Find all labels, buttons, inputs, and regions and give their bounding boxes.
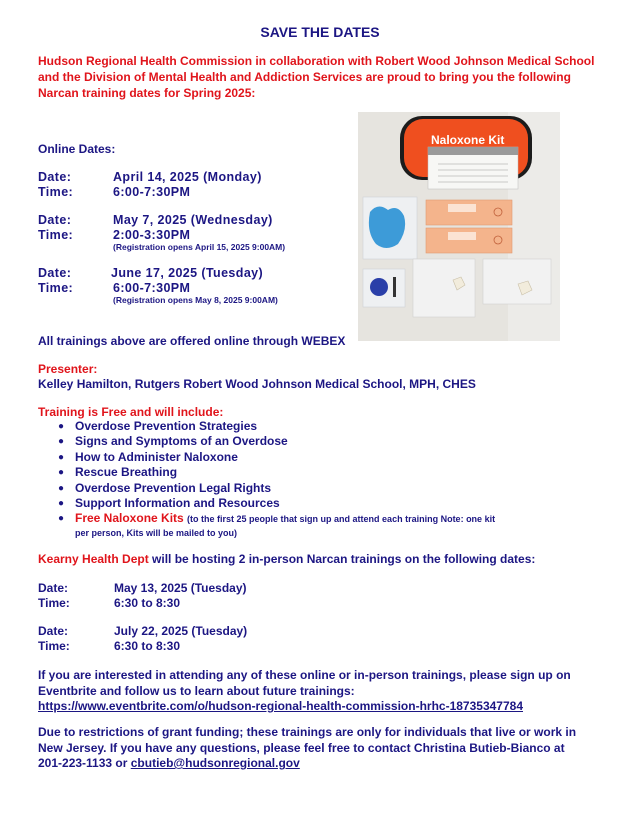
time-value: 6:00-7:30PM (113, 185, 191, 199)
date-value: May 7, 2025 (Wednesday) (113, 213, 273, 227)
naloxone-kit-illustration (358, 112, 560, 341)
time-value: 6:00-7:30PM (113, 281, 191, 295)
registration-note: (Registration opens April 15, 2025 9:00AM) (113, 242, 286, 252)
training-topics-list (58, 419, 495, 540)
date-value: April 14, 2025 (Monday) (113, 170, 262, 184)
list-item: ● How to Administer Naloxone (58, 449, 238, 464)
date-label: Date: (38, 624, 69, 638)
bullet-icon: ● (58, 482, 65, 494)
date-value: July 22, 2025 (Tuesday) (114, 624, 248, 638)
list-item: ● Overdose Prevention Legal Rights (58, 480, 272, 495)
training-heading: Training is Free and will include: (38, 405, 224, 419)
email-link[interactable]: cbutieb@hudsonregional.gov (130, 756, 300, 770)
host-name: Kearny Health Dept (38, 552, 149, 566)
bullet-icon: ● (58, 451, 65, 463)
registration-note: (Registration opens May 8, 2025 9:00AM) (113, 295, 278, 305)
time-value: 2:00-3:30PM (113, 228, 191, 242)
eventbrite-link[interactable]: https://www.eventbrite.com/o/hudson-regional-health-commission-hrhc-18735347784 (38, 699, 523, 713)
free-kits-label: Free Naloxone Kits (75, 511, 184, 526)
intro-paragraph: Hudson Regional Health Commission in collaboration with Robert Wood Johnson Medical School and the Division of Mental Health and Addiction Services are proud to bring you the following Narcan training dates for Spring 2025: (38, 54, 595, 100)
bullet-icon: ● (58, 467, 65, 479)
time-label: Time: (38, 281, 74, 295)
time-value: 6:30 to 8:30 (114, 596, 181, 610)
list-item-free-kits (58, 511, 495, 526)
date-value: June 17, 2025 (Tuesday) (111, 266, 264, 280)
list-item: ● Signs and Symptoms of an Overdose (58, 434, 288, 449)
signup-paragraph: If you are interested in attending any of these online or in-person trainings, please sign up on Eventbrite and follow us to learn about future trainings: https://www.eventbrite.com/o/hudson-regional-health-commission-hrhc-18735347784 (38, 668, 571, 713)
date-label: Date: (38, 213, 72, 227)
bullet-icon: ● (58, 513, 65, 525)
time-label: Time: (38, 228, 74, 242)
list-item-continuation (58, 527, 495, 540)
list-item: ● Overdose Prevention Strategies (58, 419, 258, 433)
time-label: Time: (38, 185, 74, 199)
time-value: 6:30 to 8:30 (114, 639, 181, 653)
free-kits-note-cont: per person, Kits will be mailed to you) (75, 527, 238, 538)
in-person-intro: Kearny Health Dept will be hosting 2 in-person Narcan trainings on the following dates: (38, 552, 536, 566)
time-label: Time: (38, 596, 70, 610)
online-dates-heading: Online Dates: (38, 142, 116, 156)
restrictions-paragraph: Due to restrictions of grant funding; these trainings are only for individuals that live or work in New Jersey. If you have any questions, please feel free to contact Christina Butieb-Bianco at 201-223-1133 or cbutieb@hudsonregional.gov (38, 725, 577, 770)
kit-label: Naloxone Kit (431, 133, 505, 147)
presenter-heading: Presenter: (38, 362, 98, 376)
time-label: Time: (38, 639, 70, 653)
bullet-icon: ● (58, 421, 65, 432)
webex-note: All trainings above are offered online through WEBEX (38, 334, 346, 348)
presenter-name: Kelley Hamilton, Rutgers Robert Wood Johnson Medical School, MPH, CHES (38, 377, 476, 391)
date-label: Date: (38, 581, 69, 595)
list-item: ● Rescue Breathing (58, 465, 178, 480)
free-kits-note: (to the first 25 people that sign up and attend each training Note: one kit (187, 514, 496, 525)
bullet-icon: ● (58, 436, 65, 448)
date-label: Date: (38, 266, 72, 280)
naloxone-kit-photo (358, 112, 560, 341)
bullet-icon: ● (58, 497, 65, 509)
page-title: SAVE THE DATES (260, 24, 380, 40)
date-value: May 13, 2025 (Tuesday) (114, 581, 247, 595)
date-label: Date: (38, 170, 72, 184)
list-item: ● Support Information and Resources (58, 495, 280, 510)
phone-number: 201-223-1133 or (38, 756, 131, 770)
